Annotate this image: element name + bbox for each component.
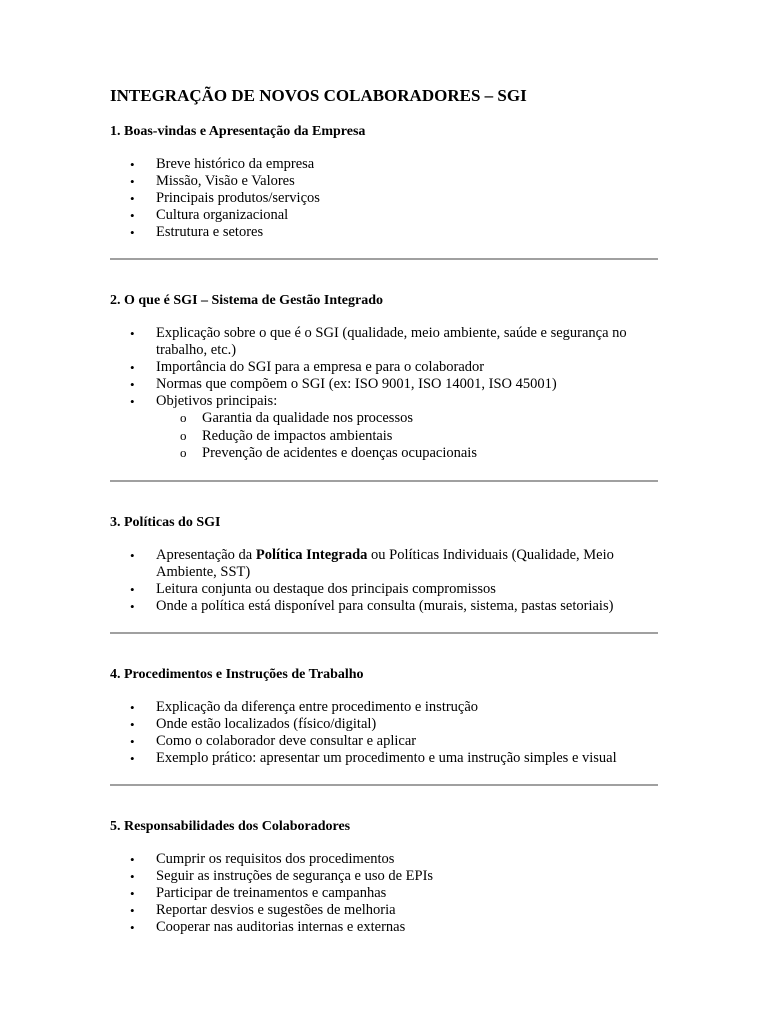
bullet-icon: • <box>130 733 135 749</box>
bullet-icon: • <box>130 919 135 935</box>
bullet-icon: • <box>130 598 135 614</box>
circle-bullet-icon: o <box>180 427 187 443</box>
bullet-icon: • <box>130 868 135 884</box>
list-item: • Cooperar nas auditorias internas e externas <box>130 918 406 935</box>
document-title: INTEGRAÇÃO DE NOVOS COLABORADORES – SGI <box>110 86 527 105</box>
bullet-icon: • <box>130 902 135 918</box>
list-item: • Onde a política está disponível para consulta (murais, sistema, pastas setoriais) <box>130 597 614 614</box>
bullet-icon: • <box>130 225 135 240</box>
section-4-heading: 4. Procedimentos e Instruções de Trabalho <box>110 666 364 682</box>
circle-bullet-icon: o <box>180 445 187 460</box>
bullet-icon: • <box>130 208 135 223</box>
list-item: • Principais produtos/serviços <box>130 190 320 206</box>
list-item: • Breve histórico da empresa <box>130 156 315 172</box>
list-item: • Explicação da diferença entre procedimento e instrução <box>130 698 479 715</box>
sub-list-item: o Garantia da qualidade nos processos <box>180 410 413 426</box>
section-5-list <box>110 851 658 936</box>
bullet-icon: • <box>130 581 135 597</box>
list-item: • Leitura conjunta ou destaque dos principais compromissos <box>130 580 496 597</box>
section-4-list <box>110 699 658 767</box>
bullet-icon: • <box>130 174 135 189</box>
list-item: • Missão, Visão e Valores <box>130 173 295 189</box>
section-1-list <box>110 156 658 241</box>
list-item: • Participar de treinamentos e campanhas <box>130 884 387 901</box>
section-2-heading: 2. O que é SGI – Sistema de Gestão Integrado <box>110 293 383 308</box>
bullet-icon: • <box>130 699 135 715</box>
list-item: • Seguir as instruções de segurança e uso de EPIs <box>130 867 434 884</box>
section-2-list <box>110 325 658 463</box>
list-item: • Objetivos principais: o Garantia da qualidade nos processos o Redução de impactos ambientais o Prevenção de acidentes e doenças ocupacionais <box>110 393 658 463</box>
bullet-icon: • <box>130 191 135 206</box>
list-item: • Normas que compõem o SGI (ex: ISO 9001, ISO 14001, ISO 45001) <box>130 376 557 392</box>
bullet-icon: • <box>130 360 135 375</box>
bullet-icon: • <box>130 394 135 409</box>
bullet-icon: • <box>130 157 135 172</box>
integrated-policy-emphasis: Política Integrada <box>255 546 368 563</box>
bullet-icon: • <box>130 851 135 867</box>
list-item: • Como o colaborador deve consultar e aplicar <box>130 732 417 749</box>
bullet-icon: • <box>130 716 135 732</box>
section-5-heading: 5. Responsabilidades dos Colaboradores <box>110 818 351 834</box>
list-item: • Reportar desvios e sugestões de melhoria <box>130 901 396 918</box>
sub-list <box>156 410 658 463</box>
bullet-icon: • <box>130 885 135 901</box>
list-item: • Cultura organizacional <box>130 207 289 223</box>
bullet-icon: • <box>130 377 135 392</box>
bullet-icon: • <box>130 326 135 341</box>
list-item: • Apresentação da Política Integrada ou Políticas Individuais (Qualidade, Meio Ambiente, SST) <box>130 546 614 580</box>
section-3-list <box>110 547 658 615</box>
list-item: • Onde estão localizados (físico/digital) <box>130 715 377 732</box>
bullet-icon: • <box>130 547 135 563</box>
list-item: • Estrutura e setores <box>130 224 264 240</box>
list-item: • Explicação sobre o que é o SGI (qualidade, meio ambiente, saúde e segurança no trabalho, etc.) <box>130 325 627 358</box>
circle-bullet-icon: o <box>180 410 187 425</box>
list-item: • Exemplo prático: apresentar um procedimento e uma instrução simples e visual <box>130 749 617 766</box>
bullet-icon: • <box>130 750 135 766</box>
sub-list-item: o Prevenção de acidentes e doenças ocupacionais <box>180 445 477 461</box>
list-item: • Cumprir os requisitos dos procedimentos <box>130 850 395 867</box>
section-1-heading: 1. Boas-vindas e Apresentação da Empresa <box>110 124 366 139</box>
list-item: • Importância do SGI para a empresa e para o colaborador <box>130 359 485 375</box>
sub-list-item: o Redução de impactos ambientais <box>180 427 393 444</box>
section-3-heading: 3. Políticas do SGI <box>110 514 221 530</box>
